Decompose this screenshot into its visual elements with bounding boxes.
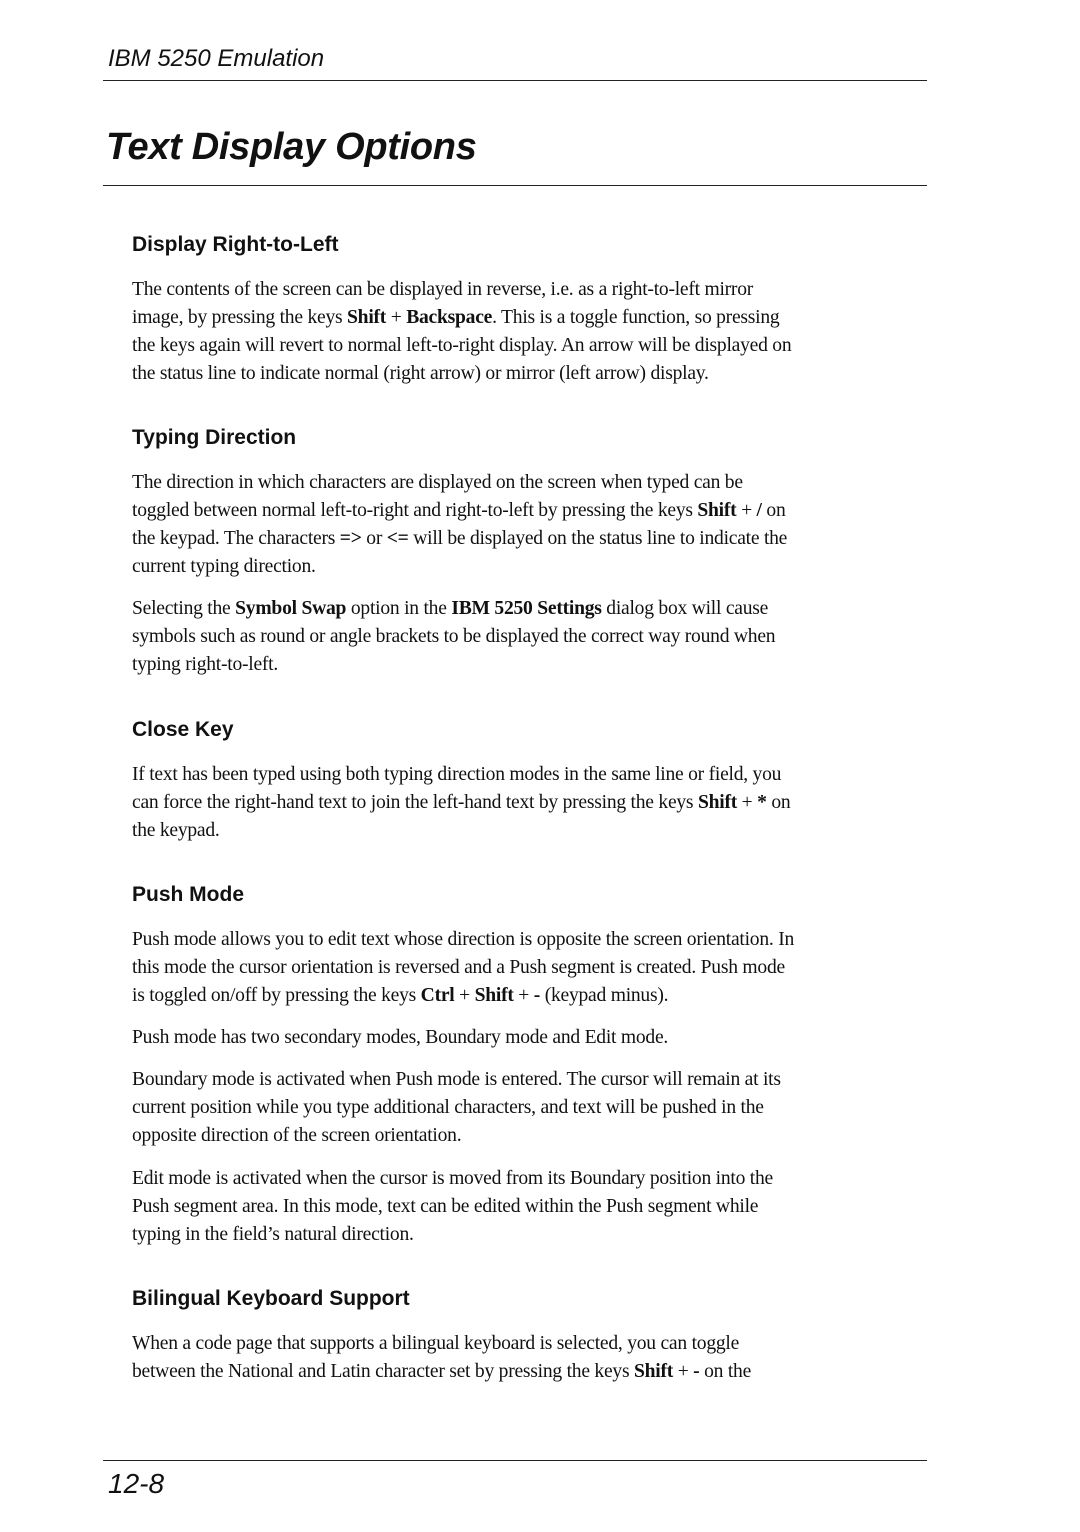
text-line	[132, 623, 775, 651]
text-run: Boundary mode is activated when Push mode is entered. The cursor will remain at its	[132, 1069, 781, 1090]
footer-rule	[103, 1460, 927, 1461]
key-name: Shift	[697, 792, 738, 813]
text-line	[132, 360, 791, 388]
text-line	[132, 1024, 668, 1052]
text-run: When a code page that supports a bilingual keyboard is selected, you can toggle	[132, 1333, 740, 1354]
section-heading: Push Mode	[132, 883, 245, 906]
section-heading: Typing Direction	[132, 426, 297, 449]
text-run: this mode the cursor orientation is reversed and a Push segment is created. Push mode	[132, 957, 785, 978]
text-run: toggled between normal left-to-right and right-to-left by pressing the keys	[132, 500, 698, 521]
text-line	[132, 497, 787, 525]
text-line	[132, 276, 791, 304]
paragraph	[132, 595, 775, 679]
text-run: on	[761, 500, 786, 521]
text-run: typing in the field’s natural direction.	[132, 1224, 414, 1245]
text-line	[132, 1330, 751, 1358]
text-line	[132, 332, 791, 360]
paragraph	[132, 469, 787, 581]
text-run: current typing direction.	[132, 556, 316, 577]
text-run: +	[454, 985, 475, 1006]
text-line	[132, 651, 775, 679]
text-line	[132, 469, 787, 497]
text-run: +	[673, 1361, 694, 1382]
key-name: -	[533, 985, 541, 1006]
key-name: /	[756, 500, 762, 521]
paragraph	[132, 926, 794, 1010]
text-run: The direction in which characters are displayed on the screen when typed can be	[132, 472, 743, 493]
paragraph	[132, 1165, 773, 1249]
text-run: +	[513, 985, 534, 1006]
header-rule	[103, 80, 927, 81]
text-line	[132, 1358, 751, 1386]
key-name: =>	[339, 528, 362, 549]
text-run: Selecting the	[132, 598, 236, 619]
text-run: the keypad. The characters	[132, 528, 340, 549]
section-heading: Display Right-to-Left	[132, 233, 339, 256]
text-run: the status line to indicate normal (right arrow) or mirror (left arrow) display.	[132, 363, 709, 384]
text-run: Push segment area. In this mode, text can be edited within the Push segment while	[132, 1196, 759, 1217]
text-run: will be displayed on the status line to indicate the	[408, 528, 788, 549]
text-line	[132, 982, 794, 1010]
key-name: Shift	[474, 985, 514, 1006]
paragraph	[132, 276, 791, 388]
key-name: Symbol Swap	[235, 598, 347, 619]
text-run: +	[736, 500, 757, 521]
text-run: typing right-to-left.	[132, 654, 279, 675]
text-run: the keys again will revert to normal left-to-right display. An arrow will be displayed on	[132, 335, 792, 356]
text-run: +	[737, 792, 758, 813]
text-run: The contents of the screen can be displayed in reverse, i.e. as a right-to-left mirror	[132, 279, 754, 300]
text-run: the keypad.	[132, 820, 220, 841]
text-line	[132, 1066, 781, 1094]
text-line	[132, 553, 787, 581]
text-line	[132, 304, 791, 332]
text-line	[132, 1094, 781, 1122]
text-line	[132, 1193, 773, 1221]
text-line	[132, 789, 790, 817]
key-name: Backspace	[406, 307, 493, 328]
text-run: opposite direction of the screen orientation.	[132, 1125, 462, 1146]
key-name: *	[757, 792, 767, 813]
text-line	[132, 1165, 773, 1193]
key-name: -	[693, 1361, 700, 1382]
text-line	[132, 761, 790, 789]
section-heading: Close Key	[132, 718, 234, 741]
page-number: 12-8	[108, 1468, 165, 1499]
text-run: option in the	[346, 598, 452, 619]
text-run: or	[361, 528, 387, 549]
text-run: (keypad minus).	[540, 985, 669, 1006]
text-line	[132, 525, 787, 553]
title-rule	[103, 185, 927, 186]
text-run: Push mode allows you to edit text whose direction is opposite the screen orientation. In	[132, 929, 795, 950]
text-run: image, by pressing the keys	[132, 307, 348, 328]
text-line	[132, 1122, 781, 1150]
text-run: is toggled on/off by pressing the keys	[132, 985, 421, 1006]
paragraph	[132, 1024, 668, 1052]
text-run: If text has been typed using both typing direction modes in the same line or field, you	[132, 764, 782, 785]
text-line	[132, 1221, 773, 1249]
section-heading: Bilingual Keyboard Support	[132, 1287, 410, 1310]
text-line	[132, 595, 775, 623]
text-line	[132, 954, 794, 982]
paragraph	[132, 1330, 751, 1386]
running-head: IBM 5250 Emulation	[108, 45, 325, 72]
text-run: current position while you type additional characters, and text will be pushed in the	[132, 1097, 764, 1118]
text-run: dialog box will cause	[601, 598, 769, 619]
text-run: on	[766, 792, 791, 813]
key-name: Shift	[347, 307, 387, 328]
text-run: Edit mode is activated when the cursor is moved from its Boundary position into the	[132, 1168, 773, 1189]
key-name: Shift	[634, 1361, 674, 1382]
text-run: can force the right-hand text to join the left-hand text by pressing the keys	[132, 792, 698, 813]
text-run: on the	[699, 1361, 752, 1382]
text-run: Push mode has two secondary modes, Boundary mode and Edit mode.	[132, 1027, 669, 1048]
key-name: Shift	[697, 500, 737, 521]
text-line	[132, 817, 790, 845]
page-title: Text Display Options	[106, 126, 477, 168]
key-name: <=	[386, 528, 409, 549]
paragraph	[132, 1066, 781, 1150]
key-name: IBM 5250 Settings	[451, 598, 602, 619]
key-name: Ctrl	[420, 985, 455, 1006]
text-run: . This is a toggle function, so pressing	[492, 307, 780, 328]
text-run: between the National and Latin character set by pressing the keys	[132, 1361, 634, 1382]
paragraph	[132, 761, 790, 845]
text-run: symbols such as round or angle brackets to be displayed the correct way round when	[132, 626, 776, 647]
text-run: +	[386, 307, 407, 328]
text-line	[132, 926, 794, 954]
